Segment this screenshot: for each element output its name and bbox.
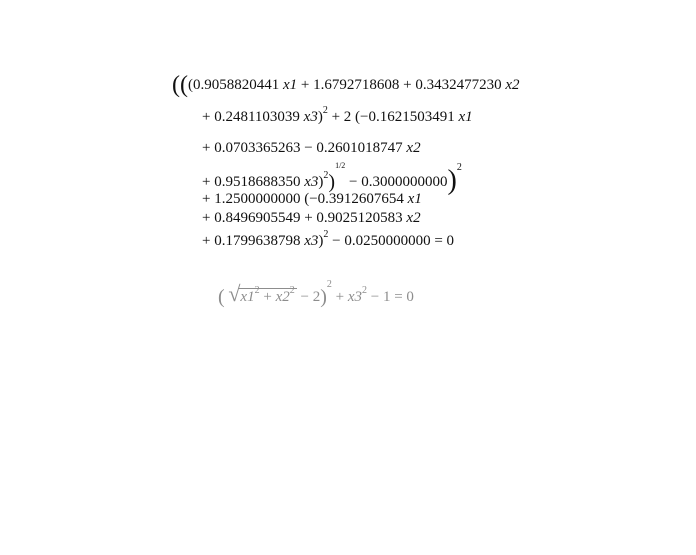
exponent: 2 <box>322 105 328 116</box>
term: ) <box>318 233 324 249</box>
term: + 0.0703365263 − 0.2601018747 <box>202 140 407 156</box>
term: + <box>259 289 276 305</box>
open-parens: (( <box>172 72 188 98</box>
exponent: 2 <box>254 285 260 296</box>
variable: x3 <box>347 289 363 305</box>
term: + <box>331 289 348 305</box>
exponent: 2 <box>326 279 332 290</box>
variable: x1 <box>407 191 422 207</box>
exponent-half: 1/2 <box>335 161 346 170</box>
equation-line-5 <box>202 190 422 208</box>
term: + 0.9518688350 <box>202 174 305 190</box>
term: − 1 = 0 <box>367 289 414 305</box>
square-root <box>228 281 296 306</box>
term: + 2 (−0.1621503491 <box>327 109 459 125</box>
radical-sign-icon: √ <box>228 281 241 306</box>
equation-line-4 <box>202 161 462 196</box>
exponent: 2 <box>289 285 295 296</box>
radicand <box>238 285 296 305</box>
variable: x1 <box>458 109 473 125</box>
equation-line-3 <box>202 139 421 157</box>
term: + 1.6792718608 + 0.3432477230 <box>297 77 506 93</box>
torus-equation <box>218 279 414 308</box>
variable: x2 <box>275 289 290 305</box>
variable: x3 <box>303 109 318 125</box>
close-paren: ) <box>320 286 327 308</box>
close-paren-large: ) <box>447 165 457 196</box>
exponent: 2 <box>323 170 329 181</box>
variable: x2 <box>406 210 421 226</box>
exponent: 2 <box>323 229 329 240</box>
term: + 1.2500000000 (−0.3912607654 <box>202 191 408 207</box>
equation-line-7 <box>202 229 455 250</box>
exponent: 2 <box>456 162 462 173</box>
close-paren: ) <box>328 171 336 193</box>
variable: x1 <box>240 289 255 305</box>
equation-line-6 <box>202 209 421 227</box>
variable: x1 <box>282 77 298 93</box>
term: − 0.0250000000 = 0 <box>328 233 455 249</box>
term: + 0.1799638798 <box>202 233 305 249</box>
term: − 2 <box>296 289 321 305</box>
term: + 0.8496905549 + 0.9025120583 <box>202 210 407 226</box>
term: − 0.3000000000 <box>345 174 448 190</box>
equation-line-1 <box>172 72 520 98</box>
variable: x3 <box>304 233 319 249</box>
term: ) <box>317 109 323 125</box>
term: (0.9058820441 <box>187 77 283 93</box>
exponent: 2 <box>362 285 368 296</box>
equation-line-2 <box>202 105 473 126</box>
variable: x3 <box>304 174 319 190</box>
variable: x2 <box>406 140 421 156</box>
open-paren: ( <box>218 286 225 308</box>
variable: x2 <box>505 77 520 93</box>
term: + 0.2481103039 <box>202 109 304 125</box>
term: ) <box>318 174 324 190</box>
